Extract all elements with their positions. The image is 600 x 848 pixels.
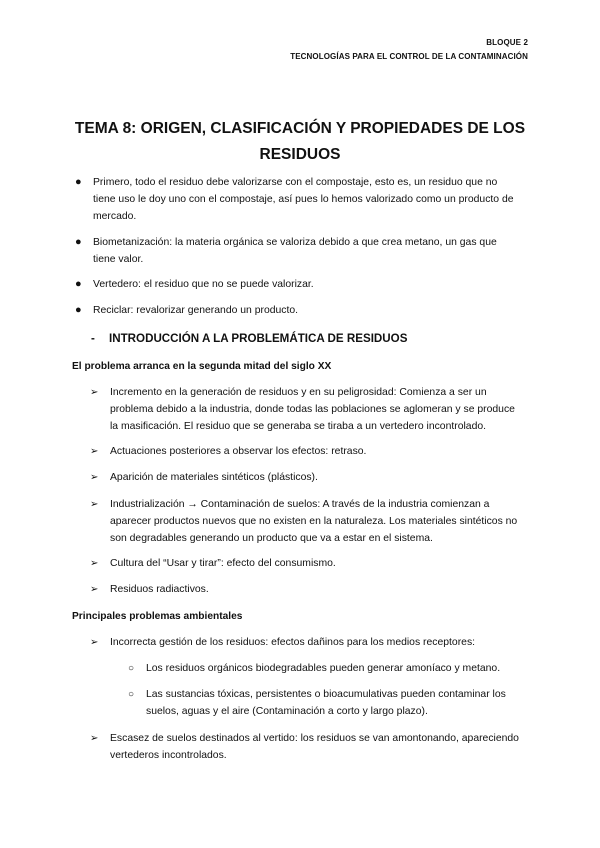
list-item	[93, 276, 314, 293]
list-item-line: tiene valor.	[93, 254, 144, 265]
title-line-1: TEMA 8: ORIGEN, CLASIFICACIÓN Y PROPIEDADES DE LOS	[74, 120, 526, 137]
list-item	[110, 443, 366, 460]
list-item-line: suelos, aguas y el aire (Contaminación a corto y largo plazo).	[146, 706, 428, 717]
section-heading: INTRODUCCIÓN A LA PROBLEMÁTICA DE RESIDUOS	[109, 332, 408, 345]
bullet-dot-icon: ●	[75, 304, 82, 316]
page-title	[72, 116, 528, 168]
list-item	[110, 634, 475, 651]
section-dash-icon: -	[91, 332, 95, 345]
list-item	[110, 384, 515, 435]
list-item-line: vertederos incontrolados.	[110, 750, 227, 761]
list-item-line: Residuos radiactivos.	[110, 584, 209, 595]
list-item-line: problema debido a la industria, donde todas las poblaciones se aglomeran y se produce	[110, 404, 515, 415]
arrow-bullet-icon: ➢	[90, 472, 99, 483]
list-item-line: Reciclar: revalorizar generando un producto.	[93, 305, 299, 316]
circle-bullet-icon: ○	[128, 663, 135, 674]
list-item-line: la masificación. El residuo que se generaba se tiraba a un vertedero incontrolado.	[110, 421, 487, 432]
header-block-label: BLOQUE 2	[486, 38, 528, 47]
list-item-line: Las sustancias tóxicas, persistentes o bioacumulativas pueden contaminar los	[146, 689, 506, 700]
subheading: Principales problemas ambientales	[72, 611, 243, 622]
list-item	[110, 555, 336, 572]
arrow-bullet-icon: ➢	[90, 733, 99, 744]
arrow-bullet-icon: ➢	[90, 387, 99, 398]
circle-bullet-icon: ○	[128, 689, 135, 700]
list-item-line: Incorrecta gestión de los residuos: efectos dañinos para los medios receptores:	[110, 637, 476, 648]
list-item-line: Cultura del “Usar y tirar”: efecto del consumismo.	[110, 558, 336, 569]
list-item	[93, 234, 497, 268]
list-item-line: son degradables generando un producto que va a estar en el sistema.	[110, 533, 433, 544]
bullet-dot-icon: ●	[75, 278, 82, 290]
list-item-line: Incremento en la generación de residuos y en su peligrosidad: Comienza a ser un	[110, 387, 487, 398]
list-item-line: Vertedero: el residuo que no se puede valorizar.	[93, 279, 314, 290]
list-item	[93, 174, 514, 225]
arrow-bullet-icon: ➢	[90, 446, 99, 457]
arrow-bullet-icon: ➢	[90, 558, 99, 569]
bullet-dot-icon: ●	[75, 236, 82, 248]
list-item-line: Industrialización → Contaminación de suelos: A través de la industria comienzan a	[110, 499, 490, 510]
list-item-line: Biometanización: la materia orgánica se valoriza debido a que crea metano, un gas que	[93, 237, 497, 248]
list-item-line: Escasez de suelos destinados al vertido: los residuos se van amontonando, apareciendo	[110, 733, 519, 744]
list-item-line: Aparición de materiales sintéticos (plásticos).	[110, 472, 318, 483]
list-item-line: Primero, todo el residuo debe valorizarse con el compostaje, esto es, un residuo que no	[93, 177, 498, 188]
list-item-line: mercado.	[93, 211, 137, 222]
list-item	[110, 469, 318, 486]
list-item	[146, 686, 506, 720]
list-item	[93, 302, 298, 319]
list-item	[110, 496, 517, 547]
list-item-line: Los residuos orgánicos biodegradables pueden generar amoníaco y metano.	[146, 663, 501, 674]
arrow-bullet-icon: ➢	[90, 584, 99, 595]
list-item-line: tiene uso le doy uno con el compostaje, así pues lo hemos valorizado como un producto de	[93, 194, 514, 205]
list-item	[110, 730, 519, 764]
list-item-line: Actuaciones posteriores a observar los efectos: retraso.	[110, 446, 367, 457]
title-line-2: RESIDUOS	[259, 146, 341, 163]
header-subject-label: TECNOLOGÍAS PARA EL CONTROL DE LA CONTAMINACIÓN	[290, 52, 528, 61]
bullet-dot-icon: ●	[75, 176, 82, 188]
arrow-bullet-icon: ➢	[90, 637, 99, 648]
list-item	[146, 660, 500, 677]
list-item-line: aparecer productos nuevos que no existen en la naturaleza. Los materiales sintéticos no	[110, 516, 518, 527]
subheading: El problema arranca en la segunda mitad del siglo XX	[72, 361, 332, 372]
arrow-bullet-icon: ➢	[90, 499, 99, 510]
list-item	[110, 581, 209, 598]
